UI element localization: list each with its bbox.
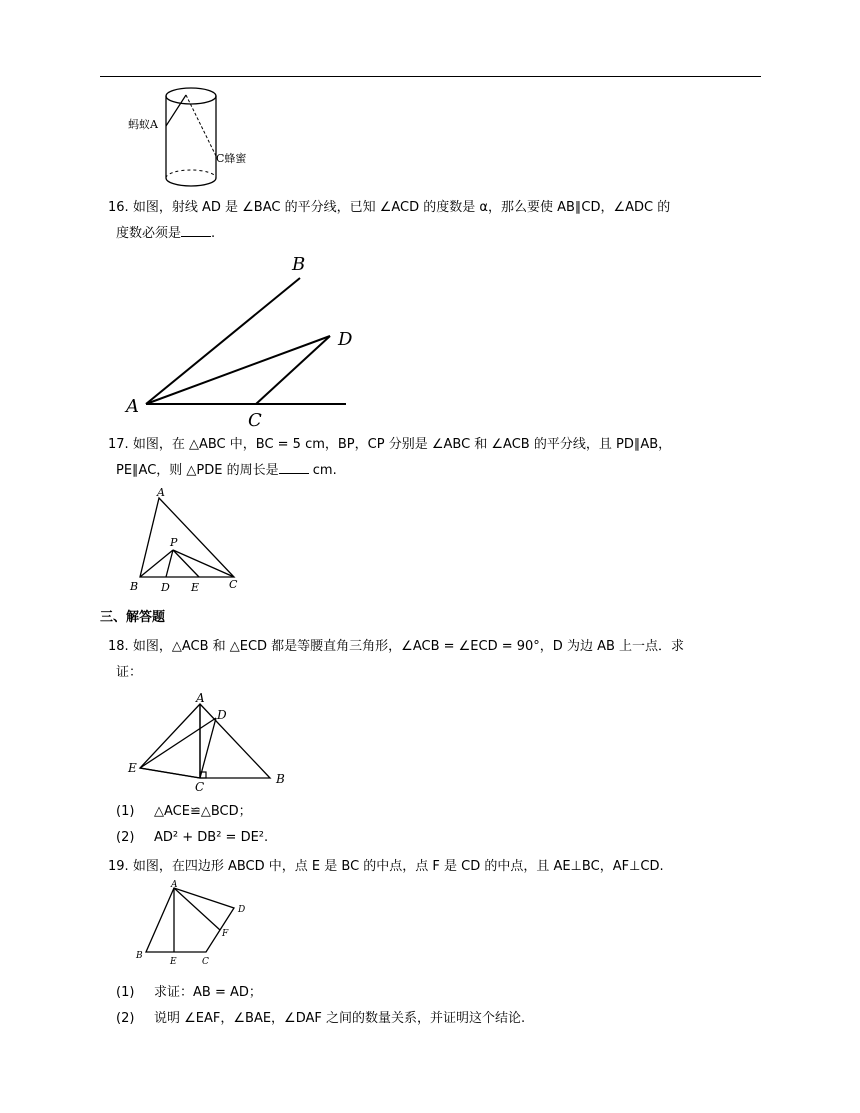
q19-line1 bbox=[108, 854, 664, 880]
header-rule bbox=[100, 76, 761, 77]
q16-answer-blank[interactable] bbox=[181, 223, 211, 237]
q17-line1 bbox=[108, 432, 671, 458]
q16-text2: 度数必须是 bbox=[116, 226, 182, 241]
q17-figure bbox=[124, 484, 244, 594]
q19-label-a: A bbox=[171, 880, 178, 890]
q18-label-b: B bbox=[276, 772, 285, 786]
q18-text1: 如图，△ACB 和 △ECD 都是等腰直角三角形，∠ACB = ∠ECD = 90°，D 为边 AB 上一点．求 bbox=[132, 639, 685, 654]
q18-sub2-tag: (2) bbox=[116, 830, 135, 845]
q18-label-c: C bbox=[195, 780, 205, 794]
q18-sub1-text: △ACE≌△BCD； bbox=[154, 804, 252, 819]
q19-sub2-tag: (2) bbox=[116, 1011, 135, 1026]
q19-figure bbox=[130, 878, 260, 970]
q17-text2: PE∥AC，则 △PDE 的周长是 bbox=[116, 463, 279, 478]
q17-label-p: P bbox=[170, 536, 178, 549]
q17-answer-blank[interactable] bbox=[279, 460, 309, 474]
q18-number: 18. bbox=[108, 639, 129, 654]
q19-sub1-tag: (1) bbox=[116, 985, 135, 1000]
q16-figure bbox=[124, 250, 364, 430]
q16-label-a: A bbox=[126, 396, 139, 417]
q17-label-c: C bbox=[229, 578, 238, 591]
q18-line1 bbox=[108, 634, 684, 660]
q18-figure bbox=[124, 688, 294, 796]
fig15-label-c: C蜂蜜 bbox=[216, 152, 247, 165]
q19-label-f: F bbox=[222, 929, 229, 939]
q16-label-b: B bbox=[292, 254, 306, 275]
q17-label-b: B bbox=[130, 580, 139, 593]
q17-number: 17. bbox=[108, 437, 129, 452]
q19-label-e: E bbox=[170, 957, 177, 967]
q19-label-b: B bbox=[136, 951, 143, 961]
q18-sub2-text: AD² + DB² = DE². bbox=[154, 830, 269, 845]
q16-label-d: D bbox=[338, 329, 353, 350]
q19-sub1 bbox=[116, 982, 262, 1004]
q19-sub2-text: 说明 ∠EAF，∠BAE，∠DAF 之间的数量关系，并证明这个结论. bbox=[154, 1011, 526, 1026]
q17-text2-end: cm. bbox=[308, 463, 337, 478]
q17-label-e: E bbox=[191, 581, 200, 594]
q18-sub1 bbox=[116, 801, 252, 823]
q18-sub1-tag: (1) bbox=[116, 804, 135, 819]
q19-number: 19. bbox=[108, 859, 129, 874]
q17-line2 bbox=[116, 458, 337, 484]
q18-label-a: A bbox=[196, 691, 205, 705]
section-heading: 三、解答题 bbox=[100, 610, 166, 625]
q19-sub2 bbox=[116, 1008, 525, 1030]
cylinder-figure bbox=[128, 84, 258, 192]
q19-label-d: D bbox=[238, 905, 246, 915]
q17-label-d: D bbox=[161, 581, 170, 594]
q17-text1: 如图，在 △ABC 中，BC = 5 cm，BP，CP 分别是 ∠ABC 和 ∠ACB 的平分线，且 PD∥AB， bbox=[132, 437, 672, 452]
q19-label-c: C bbox=[202, 957, 209, 967]
q16-text1: 如图，射线 AD 是 ∠BAC 的平分线，已知 ∠ACD 的度数是 α，那么要使 AB∥CD，∠ADC 的 bbox=[132, 200, 671, 215]
q17-label-a: A bbox=[157, 486, 165, 499]
q16-line1 bbox=[108, 195, 670, 221]
q18-label-e: E bbox=[128, 761, 137, 775]
q18-sub2 bbox=[116, 827, 268, 849]
q19-sub1-text: 求证：AB = AD； bbox=[154, 985, 262, 1000]
q16-text2-end: . bbox=[211, 226, 216, 241]
q18-label-d: D bbox=[217, 708, 227, 722]
q18-line2: 证： bbox=[116, 665, 143, 680]
fig15-label-a: 蚂蚁A bbox=[128, 118, 158, 131]
q19-text1: 如图，在四边形 ABCD 中，点 E 是 BC 的中点，点 F 是 CD 的中点，且 AE⊥BC，AF⊥CD. bbox=[132, 859, 664, 874]
q16-number: 16. bbox=[108, 200, 129, 215]
q16-line2 bbox=[116, 221, 215, 247]
q16-label-c: C bbox=[248, 410, 262, 430]
